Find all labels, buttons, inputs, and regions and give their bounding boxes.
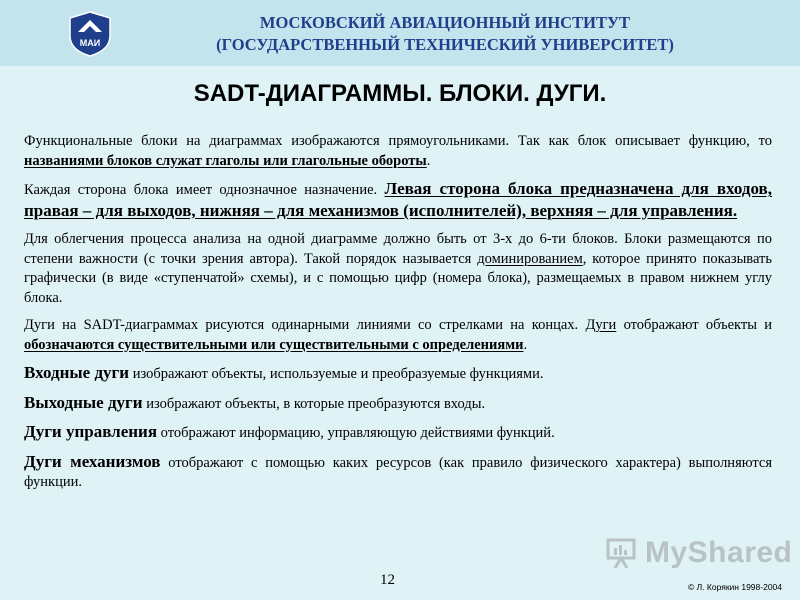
underlined-text: доминированием	[477, 250, 583, 267]
bold-term: Дуги управления	[24, 422, 158, 441]
text: отображают информацию, управляющую действиями функций.	[157, 425, 555, 441]
text: отображают объекты и	[616, 317, 773, 333]
text: .	[426, 152, 431, 169]
institute-line-1: МОСКОВСКИЙ АВИАЦИОННЫЙ ИНСТИТУТ	[259, 13, 631, 32]
underlined-text: названиями блоков служат глаголы или глагольные обороты	[24, 152, 427, 169]
text: .	[523, 336, 528, 353]
text: , которое принято показывать графически (в виде «ступенчатой» схемы), и с помощью цифр (номера блока), размещаемых в правом нижнем углу блока.	[24, 250, 772, 306]
underlined-text: обозначаются существительными или существительными с определениями	[24, 336, 524, 353]
svg-text:МАИ: МАИ	[79, 38, 101, 48]
bold-term: Выходные дуги	[24, 392, 143, 412]
paragraph-1	[24, 132, 772, 171]
page-number: 12	[380, 572, 395, 588]
text: изображают объекты, используемые и преобразуемые функциями.	[129, 366, 544, 382]
presentation-icon	[605, 536, 637, 570]
mai-logo-icon	[66, 10, 114, 58]
paragraph-7	[24, 422, 772, 444]
bold-term: Дуги механизмов	[24, 451, 161, 471]
header-bar	[0, 0, 800, 66]
paragraph-6	[24, 393, 772, 415]
bold-term: Входные дуги	[24, 363, 130, 382]
paragraph-8	[24, 452, 772, 493]
text: Функциональные блоки на диаграммах изображаются прямоугольниками. Так как блок описывает функцию, то	[24, 133, 772, 149]
slide-content	[24, 132, 772, 501]
watermark	[605, 536, 793, 570]
text: Каждая сторона блока имеет однозначное назначение.	[24, 182, 385, 198]
text: Дуги на SADT-диаграммах рисуются одинарными линиями со стрелками на концах.	[24, 317, 586, 333]
paragraph-4	[24, 316, 772, 355]
institute-name	[120, 12, 770, 56]
underlined-text: Левая сторона блока предназначена для входов, правая – для выходов, нижняя – для механизмов (исполнителей), верхняя – для управления.	[24, 179, 772, 220]
institute-line-2: (ГОСУДАРСТВЕННЫЙ ТЕХНИЧЕСКИЙ УНИВЕРСИТЕТ)	[216, 35, 674, 54]
text: отображают с помощью каких ресурсов (как правило физического характера) выполняются функции.	[24, 454, 772, 490]
paragraph-5	[24, 363, 772, 385]
text: Для облегчения процесса анализа на одной диаграмме должно быть от 3-х до 6-ти блоков. Блоки размещаются по степени важности (с точки зрения автора). Такой порядок называется	[24, 231, 772, 267]
text: изображают объекты, в которые преобразуются входы.	[142, 395, 486, 412]
paragraph-2	[24, 179, 772, 222]
paragraph-3	[24, 230, 772, 308]
slide-title: SADT-ДИАГРАММЫ. БЛОКИ. ДУГИ.	[193, 80, 607, 107]
underlined-text: Дуги	[585, 317, 617, 333]
watermark-text: MyShared	[645, 536, 793, 569]
copyright-notice: © Л. Корякин 1998-2004	[687, 582, 782, 592]
